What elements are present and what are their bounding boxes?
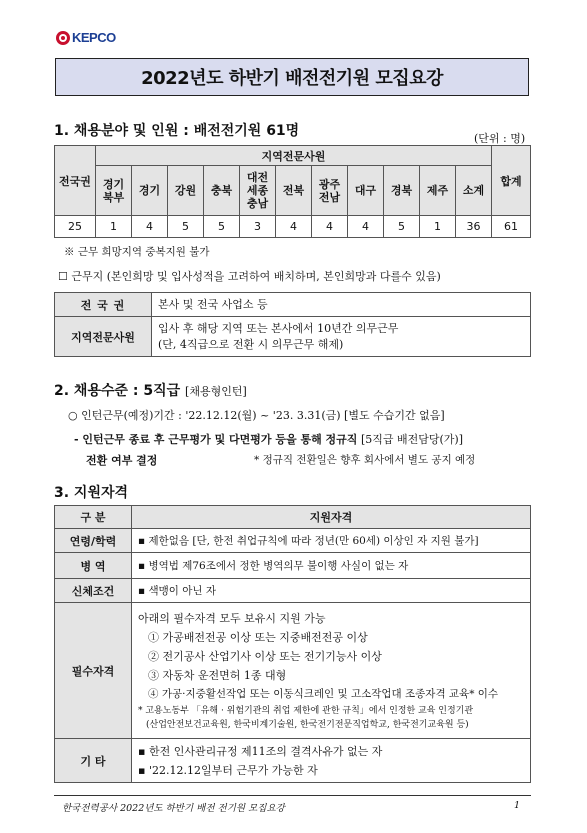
footer-doc-title: 한국전력공사 2022년도 하반기 배전 전기원 모집요강 — [62, 803, 285, 814]
document-title-box — [55, 58, 529, 96]
required-foot2: (산업안전보건교육원, 한국비계기술원, 한국전기전문직업학교, 한국전기교육원 등) — [146, 720, 469, 730]
kepco-logo — [56, 30, 116, 45]
count-value-5: 3 — [240, 216, 276, 238]
footer-page-number: 1 — [514, 800, 521, 811]
count-value-11: 36 — [456, 216, 492, 238]
work-value-regional-line2: (단, 4직급으로 전환 시 의무근무 해제) — [158, 337, 344, 351]
region-header-4: 대전 세종 충남 — [240, 166, 276, 216]
qual-label-etc: 기 타 — [55, 739, 132, 783]
work-label-national: 전 국 권 — [55, 293, 152, 317]
required-foot1: * 고용노동부 「유해 · 위험기관의 취업 제한에 관한 규칙」에서 인정한 교육 인정기관 — [138, 706, 474, 716]
qual-value-military: ▪ 병역법 제76조에서 정한 병역의무 불이행 사실이 없는 자 — [132, 553, 531, 579]
qual-label-age: 연령/학력 — [55, 529, 132, 553]
region-header-3: 충북 — [204, 166, 240, 216]
qual-head-requirement: 지원자격 — [132, 506, 531, 529]
work-place-note: ☐ 근무지 (본인희망 및 입사성적을 고려하여 배치하며, 본인희망과 다를수 있음) — [58, 270, 441, 283]
document-title: 2022년도 하반기 배전전기원 모집요강 — [141, 68, 443, 89]
region-header-9: 제주 — [420, 166, 456, 216]
count-value-7: 4 — [312, 216, 348, 238]
kepco-logo-mark-icon — [56, 31, 70, 45]
required-item-3: ③ 자동차 운전면허 1종 대형 — [148, 669, 287, 682]
section2-heading-sub: [채용형인턴] — [185, 385, 247, 398]
qual-value-required — [132, 603, 531, 739]
region-header-6: 광주 전남 — [312, 166, 348, 216]
conversion-line-bold: - 인턴근무 종료 후 근무평가 및 다면평가 등을 통해 정규직 — [74, 433, 358, 446]
recruitment-count-table — [54, 145, 531, 238]
qual-label-military: 병 역 — [55, 553, 132, 579]
region-header-2: 강원 — [168, 166, 204, 216]
col-region-group-header: 지역전문사원 — [96, 146, 492, 166]
work-value-regional-line1: 입사 후 해당 지역 또는 본사에서 10년간 의무근무 — [158, 321, 399, 335]
col-total-header: 전국권 — [55, 146, 96, 216]
region-header-10: 소계 — [456, 166, 492, 216]
required-item-4: ④ 가공·지중활선작업 또는 이동식크레인 및 고소작업대 조종자격 교육* 이수 — [148, 688, 499, 700]
work-value-regional — [152, 317, 531, 357]
work-value-national: 본사 및 전국 사업소 등 — [152, 293, 531, 317]
qual-label-physical: 신체조건 — [55, 579, 132, 603]
count-value-2: 4 — [132, 216, 168, 238]
col-sum-header: 합계 — [492, 146, 531, 216]
work-label-regional: 지역전문사원 — [55, 317, 152, 357]
conversion-note: * 정규직 전환일은 향후 회사에서 별도 공지 예정 — [254, 454, 476, 466]
qual-value-physical: ▪ 색맹이 아닌 자 — [132, 579, 531, 603]
count-value-0: 25 — [55, 216, 96, 238]
region-header-0: 경기 북부 — [96, 166, 132, 216]
section2-heading-main: 2. 채용수준 : 5직급 — [54, 383, 181, 399]
region-header-5: 전북 — [276, 166, 312, 216]
count-value-8: 4 — [348, 216, 384, 238]
count-value-3: 5 — [168, 216, 204, 238]
required-item-2: ② 전기공사 산업기사 이상 또는 전기기능사 이상 — [148, 650, 382, 663]
count-value-6: 4 — [276, 216, 312, 238]
kepco-logo-text: KEPCO — [72, 30, 116, 45]
unit-label: (단위 : 명) — [474, 132, 526, 145]
qual-value-age: ▪ 제한없음 [단, 한전 취업규칙에 따라 정년(만 60세) 이상인 자 지원 불가] — [132, 529, 531, 553]
section3-heading: 3. 지원자격 — [54, 485, 129, 501]
count-value-9: 5 — [384, 216, 420, 238]
count-value-12: 61 — [492, 216, 531, 238]
count-value-10: 1 — [420, 216, 456, 238]
qual-head-category: 구 분 — [55, 506, 132, 529]
conversion-line — [74, 431, 463, 447]
conversion-decision: 전환 여부 결정 — [86, 454, 158, 467]
work-place-table — [54, 292, 531, 357]
qualification-table — [54, 505, 531, 783]
required-item-1: ① 가공배전전공 이상 또는 지중배전전공 이상 — [148, 631, 368, 644]
intern-period-line: ○ 인턴근무(예정)기간 : '22.12.12(월) ~ '23. 3.31(금) [별도 수습기간 없음] — [68, 409, 445, 422]
footer-divider — [54, 795, 531, 796]
conversion-line-tail: [5직급 배전담당(가)] — [360, 433, 463, 446]
qual-value-etc — [132, 739, 531, 783]
region-header-7: 대구 — [348, 166, 384, 216]
region-header-8: 경북 — [384, 166, 420, 216]
etc-item-2: ▪ '22.12.12일부터 근무가 가능한 자 — [138, 763, 318, 777]
count-value-1: 1 — [96, 216, 132, 238]
count-value-4: 5 — [204, 216, 240, 238]
region-header-1: 경기 — [132, 166, 168, 216]
etc-item-1: ▪ 한전 인사관리규정 제11조의 결격사유가 없는 자 — [138, 744, 383, 758]
duplicate-note: ※ 근무 희망지역 중복지원 불가 — [64, 246, 210, 258]
qual-label-required: 필수자격 — [55, 603, 132, 739]
section2-heading — [54, 380, 247, 400]
section1-heading: 1. 채용분야 및 인원 : 배전전기원 61명 — [54, 123, 300, 139]
required-intro: 아래의 필수자격 모두 보유시 지원 가능 — [138, 612, 326, 625]
